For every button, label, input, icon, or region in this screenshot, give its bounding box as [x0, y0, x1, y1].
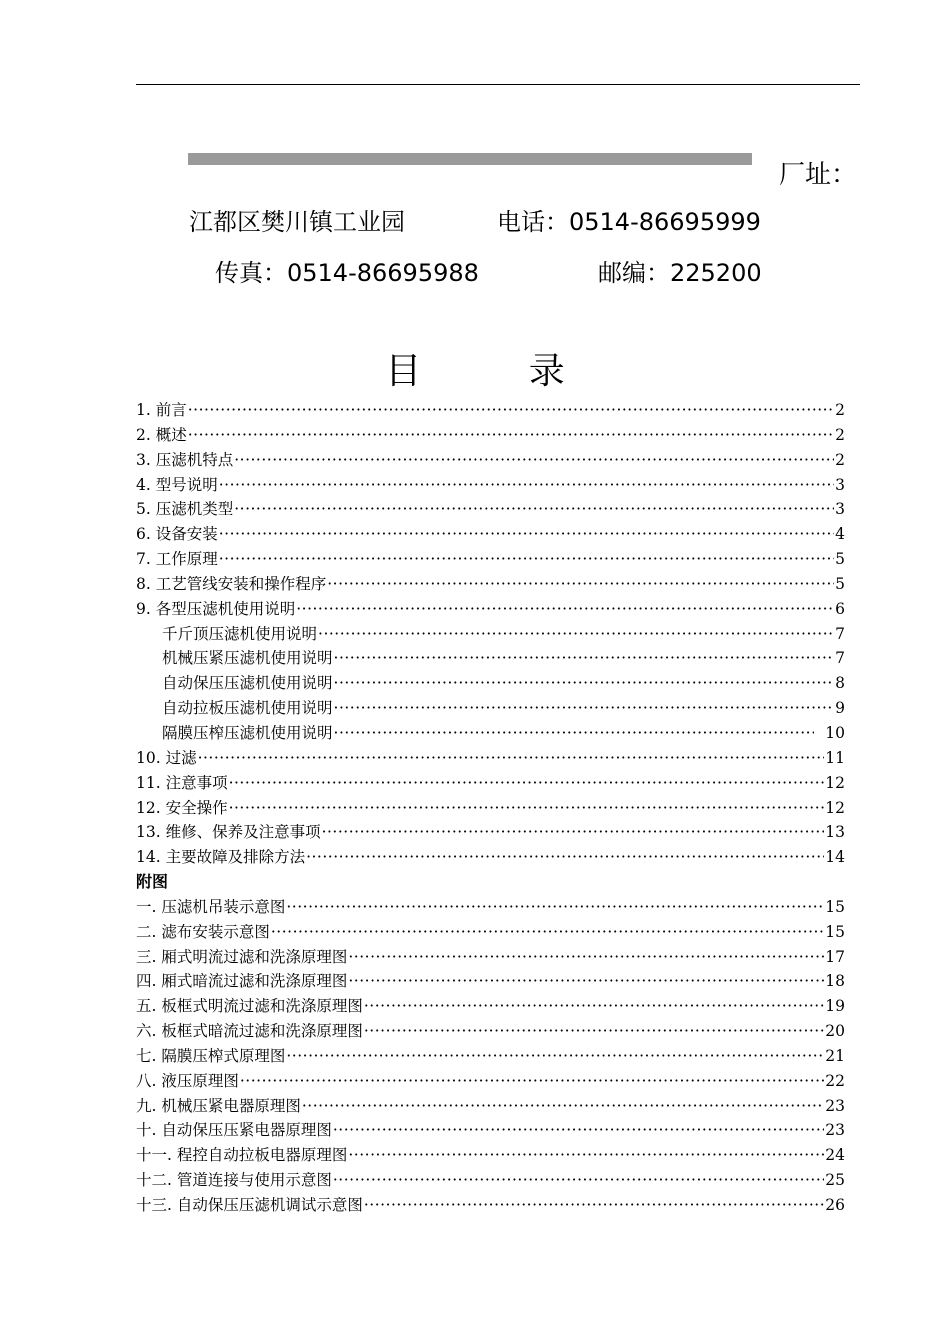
appendix-entry[interactable]: 五. 板框式明流过滤和洗涤原理图 ····· 19 — [136, 994, 845, 1019]
table-of-contents — [136, 398, 845, 1218]
toc-entry[interactable]: 8. 工艺管线安装和操作程序 ····· 5 — [136, 572, 845, 597]
fax-number: 传真：0514-86695988 — [215, 259, 479, 287]
toc-entry[interactable]: 3. 压滤机特点 ····· 2 — [136, 448, 845, 473]
toc-entry[interactable]: 10. 过滤 ····· 11 — [136, 746, 845, 771]
appendix-heading: 附图 — [136, 872, 169, 892]
toc-title: 目 录 — [385, 351, 613, 392]
header-rule — [136, 84, 860, 85]
toc-entry[interactable]: 12. 安全操作 ····· 12 — [136, 796, 845, 821]
postal-code: 邮编：225200 — [598, 259, 762, 287]
appendix-entry[interactable]: 十一. 程控自动拉板电器原理图 ····· 24 — [136, 1143, 845, 1168]
toc-entry[interactable]: 13. 维修、保养及注意事项 ····· 13 — [136, 820, 845, 845]
phone-number: 电话：0514-86695999 — [497, 208, 761, 236]
toc-entry[interactable]: 1. 前言 ····· 2 — [136, 398, 845, 423]
appendix-entry[interactable]: 四. 厢式暗流过滤和洗涤原理图 ····· 18 — [136, 969, 845, 994]
appendix-entry[interactable]: 一. 压滤机吊装示意图 ····· 15 — [136, 895, 845, 920]
toc-entry[interactable]: 11. 注意事项 ····· 12 — [136, 771, 845, 796]
appendix-entry[interactable]: 十二. 管道连接与使用示意图 ····· 25 — [136, 1168, 845, 1193]
toc-entry[interactable]: 14. 主要故障及排除方法 ····· 14 — [136, 845, 845, 870]
toc-entry[interactable]: 9. 各型压滤机使用说明 ····· 6 — [136, 597, 845, 622]
toc-subentry[interactable]: 自动拉板压滤机使用说明 ····· 9 — [136, 696, 845, 721]
toc-entry[interactable]: 7. 工作原理 ····· 5 — [136, 547, 845, 572]
appendix-entry[interactable]: 七. 隔膜压榨式原理图 ····· 21 — [136, 1044, 845, 1069]
toc-entry[interactable]: 4. 型号说明 ····· 3 — [136, 473, 845, 498]
appendix-entry[interactable]: 三. 厢式明流过滤和洗涤原理图 ····· 17 — [136, 945, 845, 970]
toc-subentry[interactable]: 机械压紧压滤机使用说明 ····· 7 — [136, 646, 845, 671]
appendix-entry[interactable]: 十. 自动保压压紧电器原理图 ····· 23 — [136, 1118, 845, 1143]
appendix-entry[interactable]: 六. 板框式暗流过滤和洗涤原理图 ····· 20 — [136, 1019, 845, 1044]
decorative-gray-bar — [188, 153, 752, 165]
toc-subentry[interactable]: 千斤顶压滤机使用说明 ····· 7 — [136, 622, 845, 647]
toc-entry[interactable]: 5. 压滤机类型 ····· 3 — [136, 497, 845, 522]
toc-subentry[interactable]: 隔膜压榨压滤机使用说明 ····· 10 — [136, 721, 845, 746]
appendix-entry[interactable]: 二. 滤布安装示意图 ····· 15 — [136, 920, 845, 945]
toc-entry[interactable]: 2. 概述 ····· 2 — [136, 423, 845, 448]
appendix-entry[interactable]: 九. 机械压紧电器原理图 ····· 23 — [136, 1094, 845, 1119]
appendix-entry[interactable]: 十三. 自动保压压滤机调试示意图 ····· 26 — [136, 1193, 845, 1218]
appendix-entry[interactable]: 八. 液压原理图 ····· 22 — [136, 1069, 845, 1094]
factory-address: 江都区樊川镇工业园 — [189, 208, 405, 236]
toc-entry[interactable]: 6. 设备安装 ····· 4 — [136, 522, 845, 547]
toc-subentry[interactable]: 自动保压压滤机使用说明 ····· 8 — [136, 671, 845, 696]
address-label: 厂址： — [779, 160, 858, 190]
